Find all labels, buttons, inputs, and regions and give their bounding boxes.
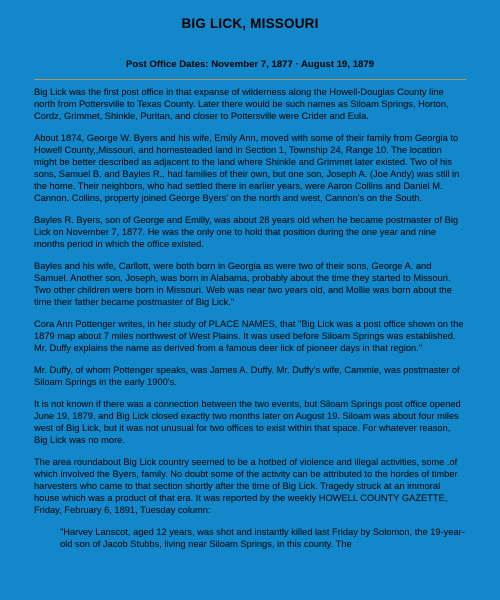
- paragraph: The area roundabout Big Lick country seemed to be a hotbed of violence and illegal activities, some .of which involved the Byers, family. No doubt some of the activity can be attributed to the hordes of timber harvesters who came to that section shortly after the time of Big Lick. Tragedy struck at an immoral house which was a product of that era. It was reported by the weekly HOWELL COUNTY GAZETTE, Friday, February 6, 1891, Tuesday column:: [34, 457, 458, 515]
- divider: [34, 79, 466, 80]
- article-body: [34, 86, 466, 550]
- paragraph: Mr. Duffy, of whom Pottenger speaks, was James A. Duffy. Mr. Duffy's wife, Cammie, was postmaster of Siloam Springs in the early 1900's.: [34, 365, 460, 387]
- paragraph: Cora Ann Pottenger writes, in her study of PLACE NAMES, that "Big Lick was a post office shown on the 1879 map about 7 miles northwest of West Plains. It was used before Siloam Springs was established. Mr. Duffy explains the name as derived from a famous deer lick of pioneer days in that region.": [34, 319, 464, 353]
- post-office-dates: Post Office Dates: November 7, 1877 · August 19, 1879: [125, 59, 375, 70]
- block-quote: "Harvey Lanscot, aged 12 years, was shot and instantly killed last Friday by Solomon, the 19-year-old son of Jacob Stubbs, living near Siloam Springs, in this county. The: [60, 527, 465, 549]
- paragraph: About 1874, George W. Byers and his wife, Emily Ann, moved with some of their family from Georgia to Howell County,,Missouri, and homesteaded land in Section 1, Township 24, Range 10. The location might be better described as adjacent to the land where Shinkle and Grimmet later existed. Two of his sons, Samuel B. and Bayles R., had families of their own, but one son, Joseph A. (Joe Andy) was still in the home. Their neighbors, who had settled there in earlier years, were Aaron Collins and Daniel M. Cannon. Collins, property joined George Byers' on the north and west, Cannon's on the South.: [34, 133, 460, 203]
- paragraph: Bayles and his wife, Carllott, were both born in Georgia as were two of their sons, George A. and Samuel. Another son, Joseph, was born in Alabama, probably about the time they started to Missouri. Two other children were born in Missouri. Web was near two years old, and Mollie was born about the time their father became postmaster of Big Lick.": [34, 261, 452, 307]
- page-title: BIG LICK, MISSOURI: [181, 16, 319, 31]
- paragraph: It is not known if there was a connection between the two events, but Siloam Springs post office opened June 19, 1879, and Big Lick closed exactly two months later on August 19. Siloam was about four miles west of Big Lick, but it was not unusual for two offices to exist within that space. For whatever reason, Big Lick was no more.: [34, 399, 461, 445]
- paragraph: Bayles R. Byers, son of George and Emilly, was about 28 years old when he became postmaster of Big Lick on November 7, 1877. He was the only one to hold that position during the one year and nine months period in which the office existed.: [34, 215, 459, 249]
- paragraph: Big Lick was the first post office in that expanse of wilderness along the Howell-Douglas County line north from Pottersville to Texas County. Later there would be such names as Siloam Springs, Horton, Cordz, Grimmet, Shinkle, Puritan, and closer to Pottersville were Crider and Eula.: [34, 87, 449, 121]
